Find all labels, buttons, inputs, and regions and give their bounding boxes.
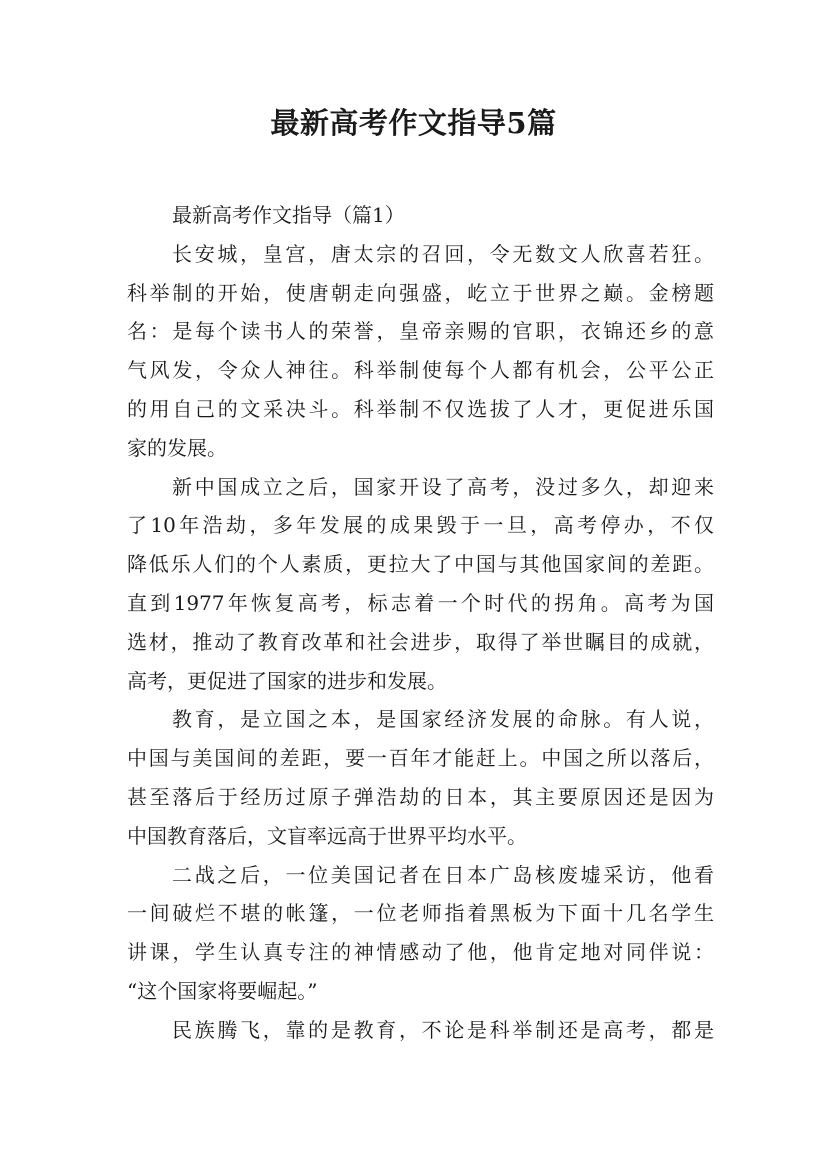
body-line: 选材，推动了教育改革和社会进步，取得了举世瞩目的成就， (127, 629, 714, 654)
body-line: 二战之后，一位美国记者在日本广岛核废墟采访，他看 (172, 862, 714, 887)
body-line: 一间破烂不堪的帐篷，一位老师指着黑板为下面十几名学生 (127, 901, 714, 926)
body-line: 降低乐人们的个人素质，更拉大了中国与其他国家间的差距。 (127, 552, 714, 577)
body-line: 家的发展。 (127, 435, 227, 460)
body-line: 教育，是立国之本，是国家经济发展的命脉。有人说， (172, 707, 714, 732)
body-line: “这个国家将要崛起。” (127, 978, 318, 1003)
body-line: 的用自己的文采决斗。科举制不仅选拔了人才，更促进乐国 (127, 396, 714, 421)
document-title: 最新高考作文指导5篇 (270, 106, 557, 140)
body-line: 甚至落后于经历过原子弹浩劫的日本，其主要原因还是因为 (127, 784, 714, 809)
body-line: 直到1977年恢复高考，标志着一个时代的拐角。高考为国 (127, 590, 714, 615)
body-line: 高考，更促进了国家的进步和发展。 (127, 668, 447, 693)
body-line: 名：是每个读书人的荣誉，皇帝亲赐的官职，衣锦还乡的意 (127, 319, 714, 344)
body-line: 最新高考作文指导（篇1） (172, 203, 405, 227)
body-line: 了10年浩劫，多年发展的成果毁于一旦，高考停办，不仅 (127, 513, 714, 538)
body-line: 中国与美国间的差距，要一百年才能赶上。中国之所以落后， (127, 746, 714, 771)
body-line: 长安城，皇宫，唐太宗的召回，令无数文人欣喜若狂。 (172, 241, 714, 266)
body-line: 气风发，令众人神往。科举制使每个人都有机会，公平公正 (127, 358, 714, 383)
body-line: 新中国成立之后，国家开设了高考，没过多久，却迎来 (172, 474, 714, 499)
body-line: 民族腾飞，靠的是教育，不论是科举制还是高考，都是 (172, 1017, 714, 1042)
body-line: 科举制的开始，使唐朝走向强盛，屹立于世界之巅。金榜题 (127, 280, 714, 305)
body-line: 中国教育落后，文盲率远高于世界平均水平。 (127, 823, 527, 848)
document-body (127, 196, 714, 1050)
body-line: 讲课，学生认真专注的神情感动了他，他肯定地对同伴说： (127, 940, 714, 965)
